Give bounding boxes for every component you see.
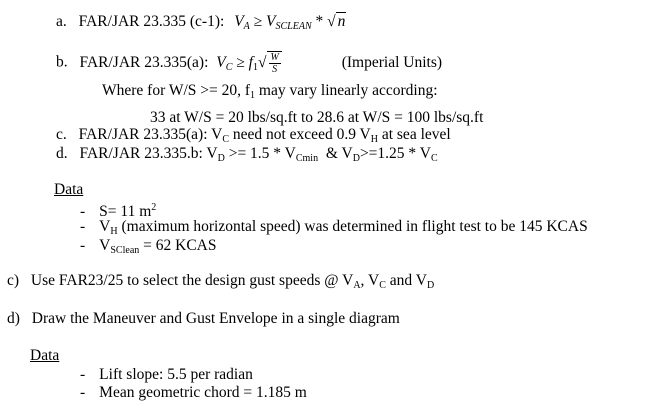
data1-bullet-1: - S= 11 $m^2$ [80,202,157,220]
question-c: c) Use FAR23/25 to select the design gust speeds @ VA, VC and VD [7,272,435,291]
data2-bullet-1: - Lift slope: 5.5 per radian [80,366,253,383]
data-heading-2: Data [30,347,60,364]
item-a-label: a. [56,13,67,30]
item-b-note2: 33 at W/S = 20 lbs/sq.ft to 28.6 at W/S = 100 lbs/sq.ft [150,109,484,126]
item-d: d. FAR/JAR 23.335.b: VD >= 1.5 * VCmin & VD>=1.25 * VC [56,145,438,164]
item-a-ref: FAR/JAR 23.335 (c-1): [78,13,225,30]
data-heading-1: Data [54,181,84,198]
item-a [56,13,346,36]
question-d: d) Draw the Maneuver and Gust Envelope in a single diagram [7,310,400,327]
data2-bullet-2: - Mean geometric chord = 1.185 m [80,384,307,401]
data1-bullet-3: - VSClean = 62 KCAS [80,237,217,256]
item-b-label: b. [56,53,68,71]
item-b-ref: FAR/JAR 23.335(a): [79,53,209,71]
item-b-formula: $V_C \ge f1√$ $\frac{W}{S}$ [216,54,282,71]
data1-bullet-2: - VH (maximum horizontal speed) was determined in flight test to be 145 KCAS [80,218,588,237]
item-b-units: (Imperial Units) [341,53,443,71]
item-b [56,51,442,77]
item-c: c. FAR/JAR 23.335(a): VC need not exceed 0.9 VH at sea level [56,126,451,145]
item-b-note1: Where for W/S >= 20, f1 may vary linearly according: [102,82,438,101]
item-a-formula: $V_A \ge V_{SCLEAN}$ * √ n [234,13,346,32]
